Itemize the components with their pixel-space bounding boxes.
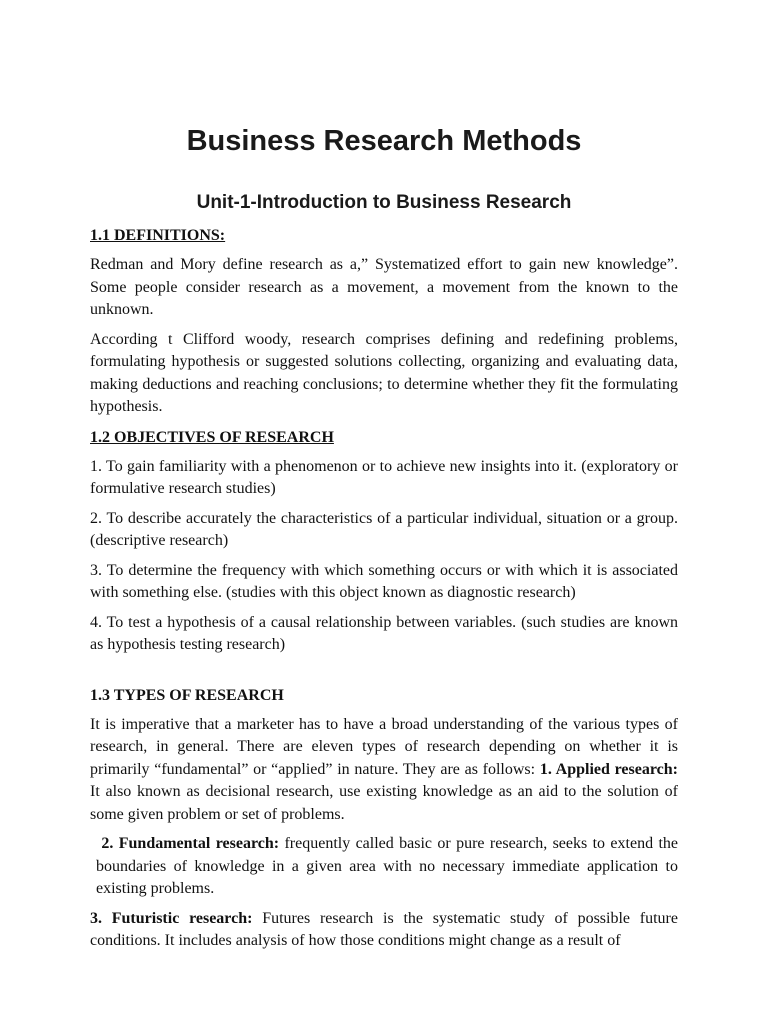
definition-paragraph-redman: Redman and Mory define research as a,” Systematized effort to gain new knowledge”. Some people consider research as a movement, a movement from the known to the unknown. — [90, 256, 678, 318]
types-intro-text: It is imperative that a marketer has to have a broad understanding of the various types of research, in general. There are eleven types of research depending on whether it is primarily “fundamental” or “applied” in nature. They are as follows: — [90, 715, 678, 778]
section-heading-objectives: 1.2 OBJECTIVES OF RESEARCH — [90, 428, 334, 446]
futuristic-research-label: . Futuristic research: — [98, 909, 253, 927]
definition-paragraph-woody: According t Clifford woody, research comprises defining and redefining problems, formulating hypothesis or suggested solutions collecting, organizing and evaluating data, making deductions and reaching conclusions; to determine whether they fit the formulating hypothesis. — [90, 330, 678, 415]
document-body — [90, 224, 678, 960]
futuristic-research-text: Futures research is the systematic study of possible future conditions. It includes analysis of how those conditions might change as a result of — [90, 909, 678, 949]
fundamental-research-label: 2. Fundamental research: — [101, 835, 280, 852]
document-title: Business Research Methods — [186, 125, 582, 157]
objective-item-4: 4. To test a hypothesis of a causal relationship between variables. (such studies are known as hypothesis testing research) — [90, 613, 678, 653]
fundamental-research-paragraph — [90, 833, 678, 901]
section-heading-definitions: 1.1 DEFINITIONS: — [90, 227, 226, 244]
section-heading-types: 1.3 TYPES OF RESEARCH — [90, 686, 284, 704]
fundamental-research-text: frequently called basic or pure research, seeks to extend the boundaries of knowledge in a given area with no necessary immediate application to existing problems. — [96, 835, 678, 897]
objective-item-3: 3. To determine the frequency with which something occurs or with which it is associated with something else. (studies with this object known as diagnostic research) — [90, 561, 678, 601]
section-spacer — [90, 664, 678, 684]
futuristic-research-number: 3 — [90, 909, 98, 927]
applied-research-label: 1. Applied research: — [539, 760, 678, 778]
unit-title: Unit-1-Introduction to Business Research — [196, 192, 572, 213]
futuristic-research-paragraph — [90, 908, 678, 953]
applied-research-text: It also known as decisional research, use existing knowledge as an aid to the solution of some given problem or set of problems. — [90, 783, 678, 823]
objective-item-1: 1. To gain familiarity with a phenomenon or to achieve new insights into it. (exploratory or formulative research studies) — [90, 457, 678, 497]
types-intro-paragraph — [90, 714, 678, 827]
objective-item-2: 2. To describe accurately the characteristics of a particular individual, situation or a group. (descriptive research) — [90, 509, 678, 549]
